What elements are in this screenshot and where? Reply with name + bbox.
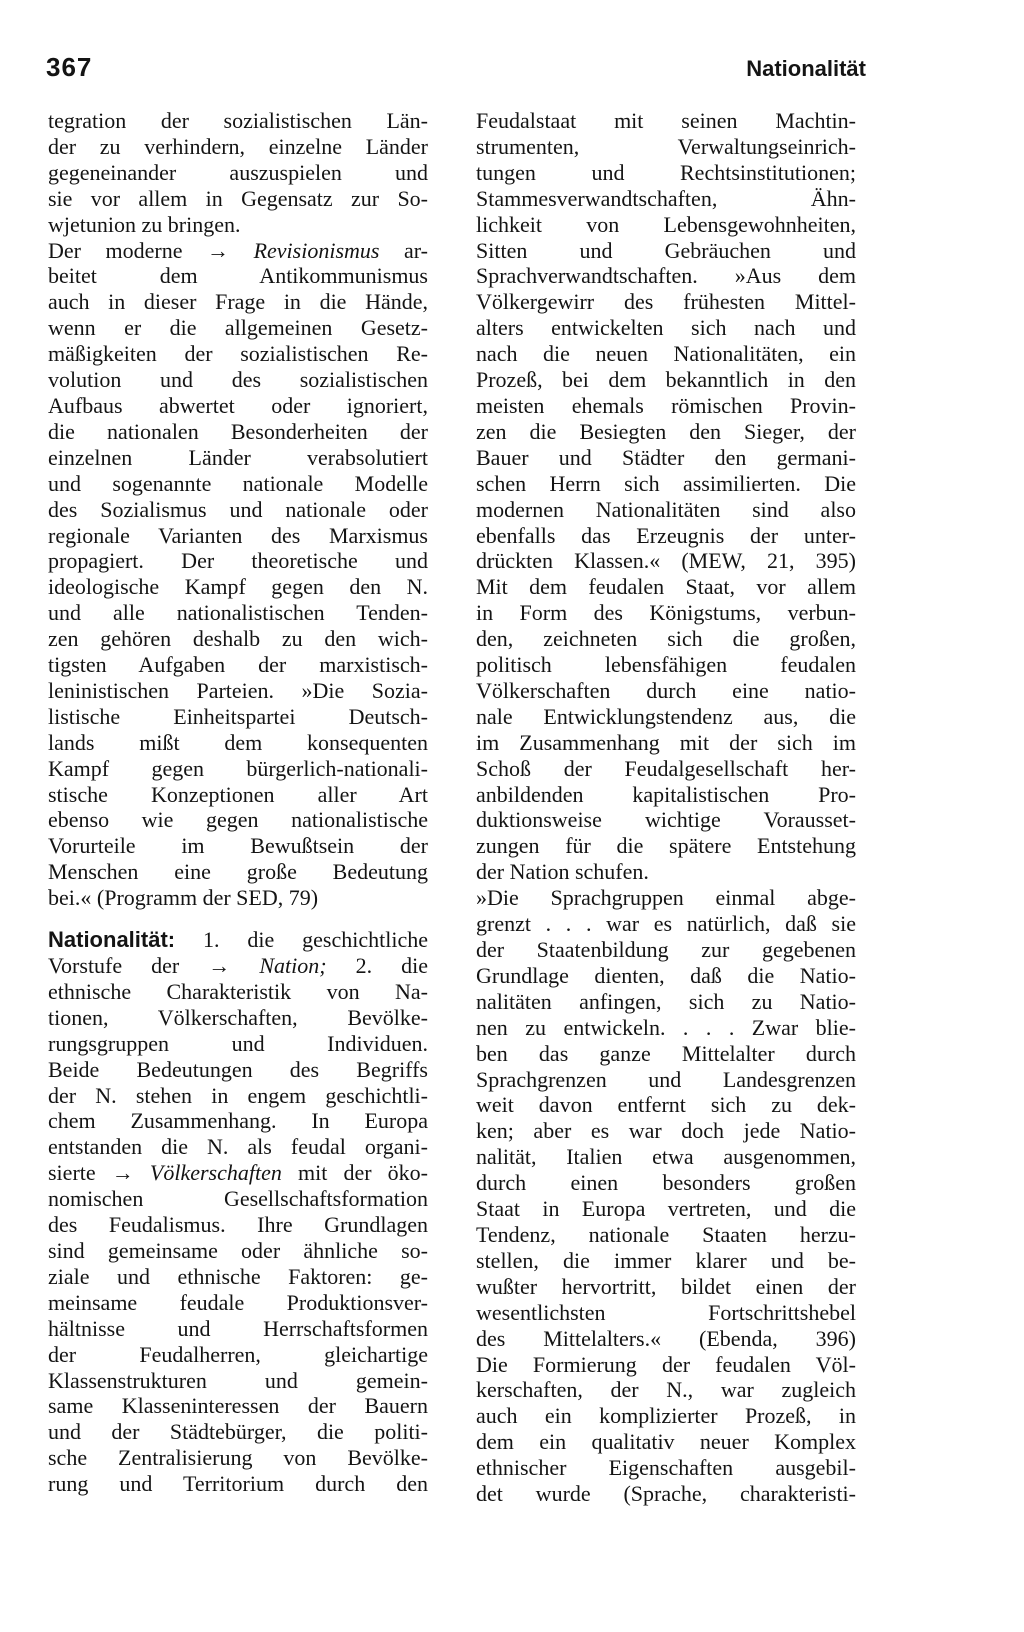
text-line-with-crossref: Vorstufe der → Nation; 2. die <box>48 953 428 978</box>
text-line: zen die Besiegten den Sieger, der <box>476 418 856 444</box>
text-line: ideologische Kampf gegen den N. <box>48 574 428 600</box>
text-line: ben das ganze Mittelalter durch <box>476 1040 856 1066</box>
text-line: des Mittelalters.« (Ebenda, 396) <box>476 1325 856 1351</box>
text-line: meisten ehemals römischen Provin- <box>476 392 856 418</box>
text-line: weit davon entfernt sich zu dek- <box>476 1092 856 1118</box>
entry-lemma: Nationalität: <box>48 927 176 953</box>
text-line: sie vor allem in Gegensatz zur So- <box>48 185 428 211</box>
text-line: det wurde (Sprache, charakteristi- <box>476 1481 856 1507</box>
text-line: die nationalen Besonderheiten der <box>48 418 428 444</box>
text-line: des Feudalismus. Ihre Grundlagen <box>48 1212 428 1238</box>
text-line: meinsame feudale Produktionsver- <box>48 1289 428 1315</box>
text-line: Staat in Europa vertreten, und die <box>476 1196 856 1222</box>
text-line: im Zusammenhang mit der sich im <box>476 729 856 755</box>
text-line: Klassenstrukturen und gemein- <box>48 1367 428 1393</box>
text-line: hältnisse und Herrschaftsformen <box>48 1315 428 1341</box>
text-line: rung und Territorium durch den <box>48 1471 428 1497</box>
text-line: sche Zentralisierung von Bevölke- <box>48 1445 428 1471</box>
page-number: 367 <box>46 52 93 82</box>
text-line: anbildenden kapitalistischen Pro- <box>476 781 856 807</box>
text-line: »Die Sprachgruppen einmal abge- <box>476 885 856 911</box>
text-line: Beide Bedeutungen des Begriffs <box>48 1056 428 1082</box>
text-line: ethnische Charakteristik von Na- <box>48 978 428 1004</box>
text-line: volution und des sozialistischen <box>48 367 428 393</box>
text-line: Tendenz, nationale Staaten herzu- <box>476 1221 856 1247</box>
entry-lemma-line: Nationalität: 1. die geschichtliche <box>48 927 428 953</box>
text-line: Bauer und Städter den germani- <box>476 444 856 470</box>
text-line: wenn er die allgemeinen Gesetz- <box>48 315 428 341</box>
text-line: wesentlichsten Fortschrittshebel <box>476 1299 856 1325</box>
text-line: tigsten Aufgaben der marxistisch- <box>48 652 428 678</box>
text-line: stische Konzeptionen aller Art <box>48 781 428 807</box>
text-line: tungen und Rechtsinstitutionen; <box>476 159 856 185</box>
text-line: propagiert. Der theoretische und <box>48 548 428 574</box>
text-line: zen gehören deshalb zu den wich- <box>48 626 428 652</box>
text-line: Völkerschaften durch eine natio- <box>476 677 856 703</box>
text-line: leninistischen Parteien. »Die Sozia- <box>48 677 428 703</box>
text-line: drückten Klassen.« (MEW, 21, 395) <box>476 548 856 574</box>
text-line: Kampf gegen bürgerlich-nationali- <box>48 755 428 781</box>
text-line: durch einen besonders großen <box>476 1170 856 1196</box>
cross-reference: Völkerschaften <box>149 1160 282 1186</box>
text-line: der Staatenbildung zur gegebenen <box>476 937 856 962</box>
text-line: tionen, Völkerschaften, Bevölke- <box>48 1004 428 1030</box>
text-line: chem Zusammenhang. In Europa <box>48 1108 428 1134</box>
text-line: bei.« (Programm der SED, 79) <box>48 885 319 911</box>
text-line: Sprachgrenzen und Landesgrenzen <box>476 1066 856 1092</box>
text-line: des Sozialismus und nationale oder <box>48 496 428 522</box>
text-line: Vorurteile im Bewußtsein der <box>48 833 428 859</box>
text-line: Aufbaus abwertet oder ignoriert, <box>48 392 428 418</box>
text-line: grenzt . . . war es natürlich, daß sie <box>476 911 856 937</box>
text-line: stellen, die immer klarer und be- <box>476 1247 856 1273</box>
text-line: politisch lebensfähigen feudalen <box>476 652 856 678</box>
text-line: Mit dem feudalen Staat, vor allem <box>476 574 856 600</box>
text-line: duktionsweise wichtige Vorausset- <box>476 807 856 833</box>
text-line: und alle nationalistischen Tenden- <box>48 600 428 626</box>
text-line: Sitten und Gebräuchen und <box>476 237 856 263</box>
text-line: Völkergewirr des frühesten Mittel- <box>476 289 856 315</box>
text-line: alters entwickelten sich nach und <box>476 315 856 341</box>
text-line: nomischen Gesellschaftsformation <box>48 1186 428 1212</box>
running-head: Nationalität <box>746 56 866 81</box>
text-line: mäßigkeiten der sozialistischen Re- <box>48 341 428 367</box>
text-line: rungsgruppen und Individuen. <box>48 1030 428 1056</box>
text-line: Grundlage dienten, daß die Natio- <box>476 962 856 988</box>
text-line: der Nation schufen. <box>476 859 649 885</box>
entry-separator <box>48 911 428 927</box>
text-line: schen Herrn sich assimilierten. Die <box>476 470 856 496</box>
text-line: der zu verhindern, einzelne Länder <box>48 133 428 159</box>
text-line: dem ein qualitativ neuer Komplex <box>476 1429 856 1455</box>
text-line: wjetunion zu bringen. <box>48 211 241 237</box>
text-line: ebenfalls das Erzeugnis der unter- <box>476 522 856 548</box>
text-line: gegeneinander auszuspielen und <box>48 159 428 185</box>
text-line: einzelnen Länder verabsolutiert <box>48 444 428 470</box>
text-line: wußter hervortritt, bildet einen der <box>476 1273 856 1299</box>
text-line: in Form des Königstums, verbun- <box>476 600 856 626</box>
text-line: zungen für die spätere Entstehung <box>476 833 856 859</box>
text-line: nen zu entwickeln. . . . Zwar blie- <box>476 1014 856 1040</box>
text-line: Die Formierung der feudalen Völ- <box>476 1351 856 1377</box>
text-line: modernen Nationalitäten sind also <box>476 496 856 522</box>
text-line: nalität, Italien etwa ausgenommen, <box>476 1144 856 1170</box>
text-line: entstanden die N. als feudal organi- <box>48 1134 428 1160</box>
text-line: same Klasseninteressen der Bauern <box>48 1393 428 1419</box>
text-line: ken; aber es war doch jede Natio- <box>476 1118 856 1144</box>
text-line: Feudalstaat mit seinen Machtin- <box>476 108 856 133</box>
text-line: und sogenannte nationale Modelle <box>48 470 428 496</box>
text-line: und der Städtebürger, die politi- <box>48 1419 428 1445</box>
text-line: regionale Varianten des Marxismus <box>48 522 428 548</box>
text-line: Sprachverwandtschaften. »Aus dem <box>476 263 856 289</box>
text-line: strumenten, Verwaltungseinrich- <box>476 133 856 159</box>
text-line: ziale und ethnische Faktoren: ge- <box>48 1263 428 1289</box>
text-line: sind gemeinsame oder ähnliche so- <box>48 1237 428 1263</box>
text-line: den, zeichneten sich die großen, <box>476 626 856 652</box>
text-line: der Feudalherren, gleichartige <box>48 1341 428 1367</box>
text-line: nach die neuen Nationalitäten, ein <box>476 341 856 367</box>
text-line: auch in dieser Frage in die Hände, <box>48 289 428 315</box>
text-line: auch ein komplizierter Prozeß, in <box>476 1403 856 1429</box>
text-line: nale Entwicklungstendenz aus, die <box>476 703 856 729</box>
cross-reference: Nation; <box>259 953 327 978</box>
text-line: Stammesverwandtschaften, Ähn- <box>476 185 856 211</box>
text-line: Menschen eine große Bedeutung <box>48 859 428 885</box>
text-line: ebenso wie gegen nationalistische <box>48 807 428 833</box>
left-column <box>48 108 428 1497</box>
right-column <box>476 108 856 1507</box>
text-line-with-crossref: sierte → Völkerschaften mit der öko- <box>48 1160 428 1186</box>
text-line: der N. stehen in engem geschichtli- <box>48 1082 428 1108</box>
text-line: beitet dem Antikommunismus <box>48 263 428 289</box>
text-line: tegration der sozialistischen Län- <box>48 108 428 133</box>
text-line: listische Einheitspartei Deutsch- <box>48 703 428 729</box>
text-line: lichkeit von Lebensgewohnheiten, <box>476 211 856 237</box>
text-line: Prozeß, bei dem bekanntlich in den <box>476 367 856 393</box>
cross-reference: Revisionismus <box>253 237 380 263</box>
text-line: Schoß der Feudalgesellschaft her- <box>476 755 856 781</box>
text-line-with-crossref: Der moderne → Revisionismus ar- <box>48 237 428 263</box>
text-line: nalitäten anfingen, sich zu Natio- <box>476 988 856 1014</box>
text-line: lands mißt dem konsequenten <box>48 729 428 755</box>
text-line: kerschaften, der N., war zugleich <box>476 1377 856 1403</box>
text-line: ethnischer Eigenschaften ausgebil- <box>476 1455 856 1481</box>
